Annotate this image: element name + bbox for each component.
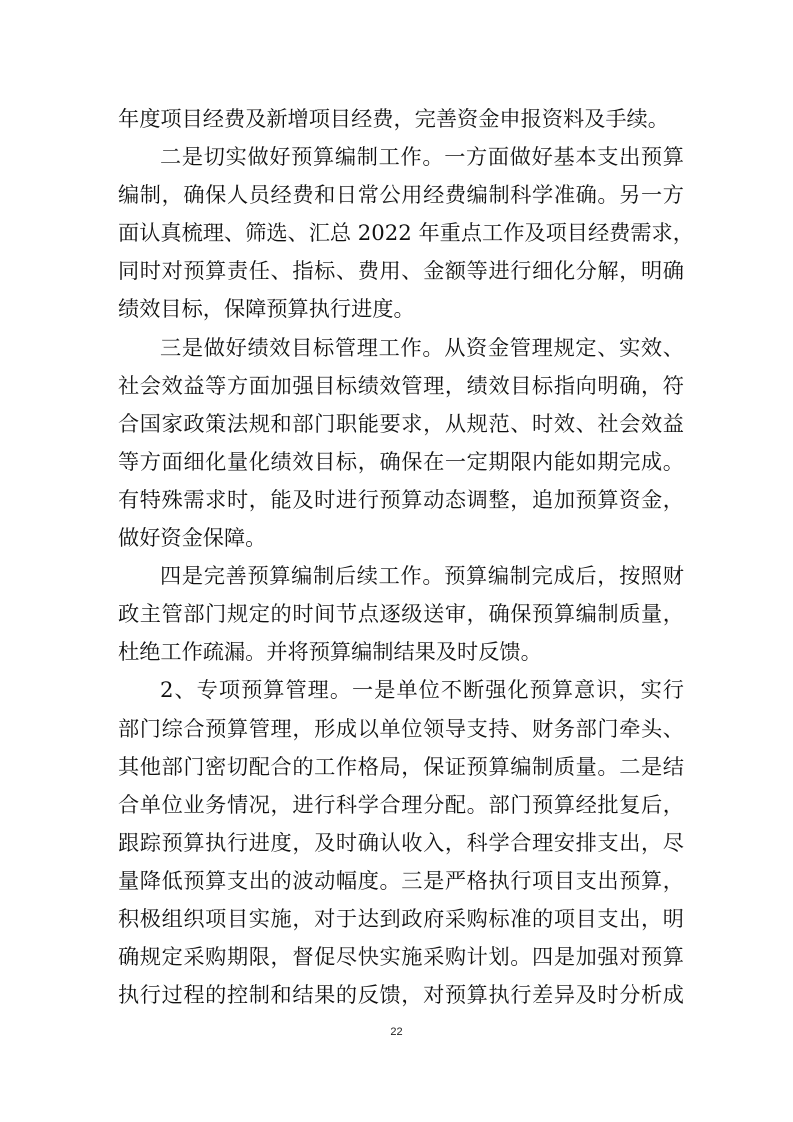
paragraph-line: 确规定采购期限，督促尽快实施采购计划。四是加强对预算 [118, 944, 684, 970]
paragraph-line: 绩效目标，保障预算执行进度。 [118, 296, 415, 322]
body-text [118, 100, 694, 1014]
paragraph-line: 面认真梳理、筛选、汇总 2022 年重点工作及项目经费需求， [118, 220, 694, 246]
paragraph-line: 编制，确保人员经费和日常公用经费编制科学准确。另一方 [118, 182, 684, 208]
paragraph-line: 积极组织项目实施，对于达到政府采购标准的项目支出，明 [118, 905, 684, 931]
paragraph-line: 执行过程的控制和结果的反馈，对预算执行差异及时分析成 [118, 982, 684, 1008]
paragraph-line: 等方面细化量化绩效目标，确保在一定期限内能如期完成。 [118, 448, 684, 474]
paragraph-line: 四是完善预算编制后续工作。预算编制完成后，按照财 [160, 563, 684, 589]
paragraph-line: 跟踪预算执行进度，及时确认收入，科学合理安排支出，尽 [118, 829, 684, 855]
paragraph-line: 合国家政策法规和部门职能要求，从规范、时效、社会效益 [118, 410, 684, 436]
page-number: 22 [390, 1026, 403, 1038]
paragraph-line: 同时对预算责任、指标、费用、金额等进行细化分解，明确 [118, 258, 684, 284]
paragraph-line: 有特殊需求时，能及时进行预算动态调整，追加预算资金， [118, 486, 684, 512]
paragraph-line: 社会效益等方面加强目标绩效管理，绩效目标指向明确，符 [118, 372, 684, 398]
paragraph-line: 2、专项预算管理。一是单位不断强化预算意识，实行 [160, 677, 684, 703]
paragraph-line: 部门综合预算管理，形成以单位领导支持、财务部门牵头、 [118, 715, 684, 741]
paragraph-line: 量降低预算支出的波动幅度。三是严格执行项目支出预算， [118, 867, 684, 893]
paragraph-line: 杜绝工作疏漏。并将预算编制结果及时反馈。 [118, 639, 542, 665]
paragraph-line: 其他部门密切配合的工作格局，保证预算编制质量。二是结 [118, 753, 684, 779]
paragraph-line: 做好资金保障。 [118, 525, 267, 551]
paragraph-line: 二是切实做好预算编制工作。一方面做好基本支出预算 [160, 144, 684, 170]
paragraph-line: 合单位业务情况，进行科学合理分配。部门预算经批复后， [118, 791, 684, 817]
paragraph-line: 政主管部门规定的时间节点逐级送审，确保预算编制质量， [118, 601, 684, 627]
paragraph-line: 年度项目经费及新增项目经费，完善资金申报资料及手续。 [118, 106, 669, 131]
paragraph-line: 三是做好绩效目标管理工作。从资金管理规定、实效、 [160, 334, 684, 360]
